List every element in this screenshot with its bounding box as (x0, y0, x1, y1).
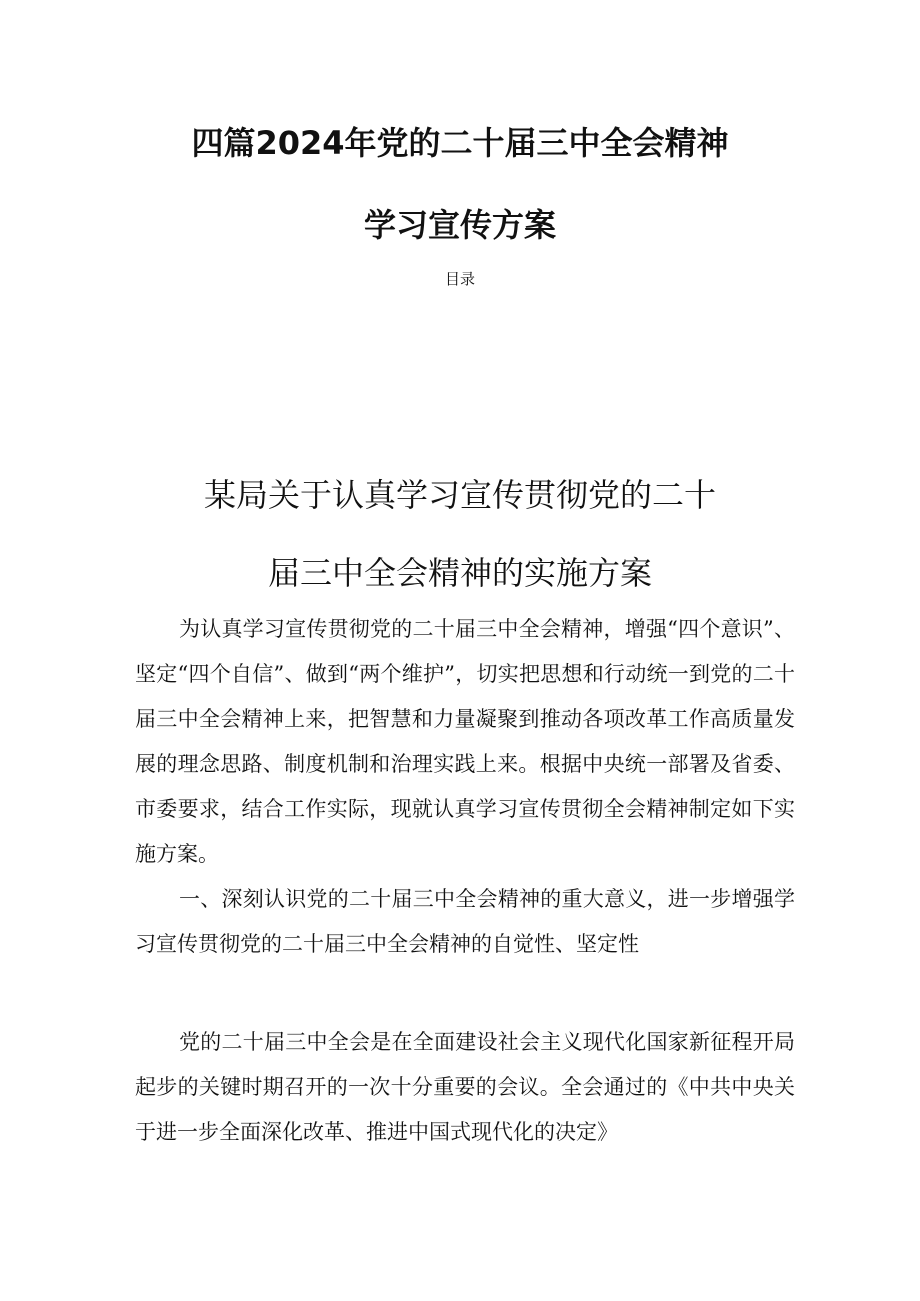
table-of-contents-label: 目录 (444, 270, 475, 288)
section-1-heading: 一、深刻认识党的二十届三中全会精神的重大意义，进一步增强学习宣传贯彻党的二十届三中全会精神的自觉性、坚定性 (135, 887, 795, 956)
section-1-paragraph: 党的二十届三中全会是在全面建设社会主义现代化国家新征程开局起步的关键时期召开的一次十分重要的会议。全会通过的《中共中央关于进一步全面深化改革、推进中国式现代化的决定》 (135, 1030, 795, 1144)
document-title-line1: 四篇2024年党的二十届三中全会精神 (191, 124, 729, 162)
document-title-line2: 学习宣传方案 (363, 206, 556, 244)
intro-paragraph: 为认真学习宣传贯彻党的二十届三中全会精神，增强“四个意识”、坚定“四个自信”、做到“两个维护”，切实把思想和行动统一到党的二十届三中全会精神上来，把智慧和力量凝聚到推动各项改革工作高质量发展的理念思路、制度机制和治理实践上来。根据中央统一部署及省委、市委要求，结合工作实际，现就认真学习宣传贯彻全会精神制定如下实施方案。 (135, 617, 795, 866)
plan-title-line1: 某局关于认真学习宣传贯彻党的二十 (203, 476, 716, 514)
plan-title-line2: 届三中全会精神的实施方案 (267, 554, 652, 592)
